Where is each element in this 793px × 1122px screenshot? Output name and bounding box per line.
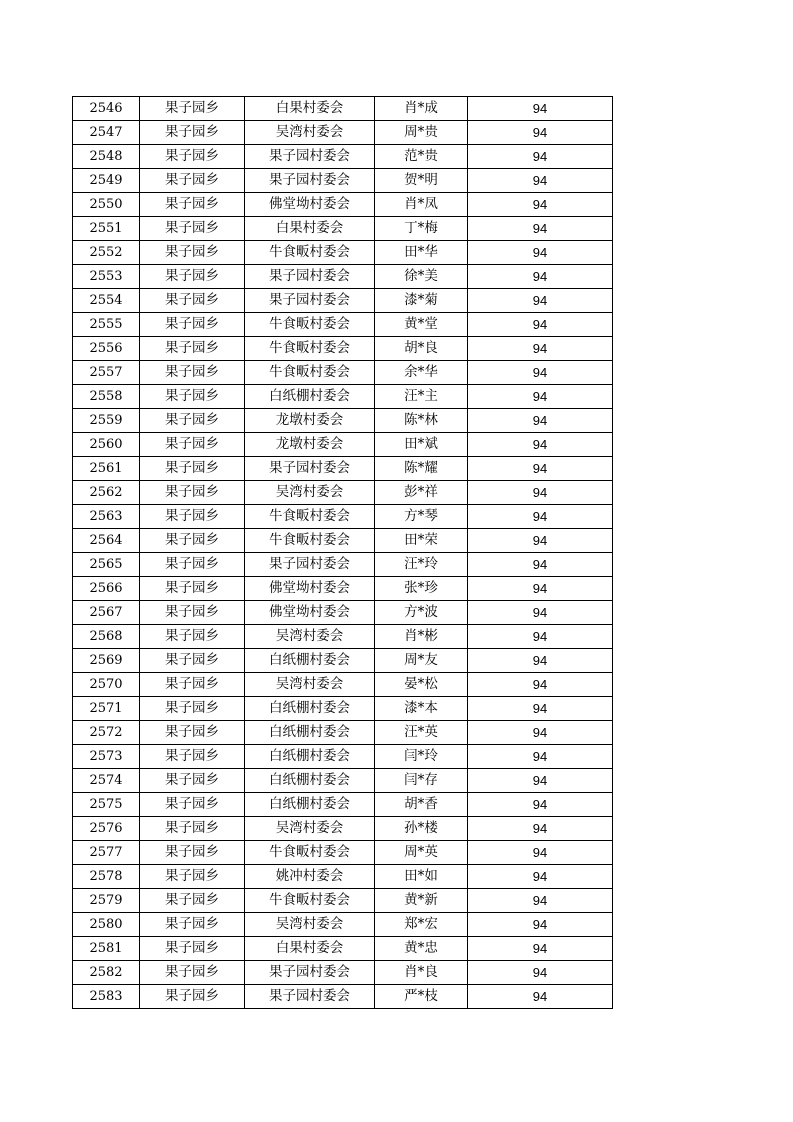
cell-number: 2577	[73, 841, 140, 865]
cell-township: 果子园乡	[140, 313, 245, 337]
cell-score: 94	[468, 985, 613, 1009]
table-row	[73, 961, 613, 985]
cell-village-committee: 牛食畈村委会	[245, 841, 375, 865]
cell-village-committee: 龙墩村委会	[245, 433, 375, 457]
table-row	[73, 169, 613, 193]
cell-number: 2560	[73, 433, 140, 457]
cell-township: 果子园乡	[140, 409, 245, 433]
table-row	[73, 841, 613, 865]
cell-village-committee: 白纸棚村委会	[245, 769, 375, 793]
cell-score: 94	[468, 505, 613, 529]
cell-person-name: 严*枝	[375, 985, 468, 1009]
cell-township: 果子园乡	[140, 289, 245, 313]
table-row	[73, 985, 613, 1009]
cell-person-name: 张*珍	[375, 577, 468, 601]
cell-score: 94	[468, 385, 613, 409]
cell-person-name: 方*琴	[375, 505, 468, 529]
cell-score: 94	[468, 625, 613, 649]
cell-score: 94	[468, 553, 613, 577]
cell-village-committee: 牛食畈村委会	[245, 313, 375, 337]
cell-village-committee: 吴湾村委会	[245, 817, 375, 841]
table-row	[73, 433, 613, 457]
cell-village-committee: 白果村委会	[245, 217, 375, 241]
cell-township: 果子园乡	[140, 529, 245, 553]
cell-number: 2555	[73, 313, 140, 337]
table-row	[73, 865, 613, 889]
cell-number: 2581	[73, 937, 140, 961]
cell-number: 2575	[73, 793, 140, 817]
table-row	[73, 793, 613, 817]
cell-village-committee: 果子园村委会	[245, 457, 375, 481]
cell-number: 2563	[73, 505, 140, 529]
cell-person-name: 孙*楼	[375, 817, 468, 841]
cell-number: 2556	[73, 337, 140, 361]
table-row	[73, 937, 613, 961]
table-row	[73, 193, 613, 217]
cell-village-committee: 牛食畈村委会	[245, 529, 375, 553]
cell-person-name: 范*贵	[375, 145, 468, 169]
cell-village-committee: 牛食畈村委会	[245, 337, 375, 361]
cell-score: 94	[468, 865, 613, 889]
table-row	[73, 697, 613, 721]
cell-township: 果子园乡	[140, 985, 245, 1009]
cell-number: 2567	[73, 601, 140, 625]
cell-number: 2572	[73, 721, 140, 745]
table-row	[73, 913, 613, 937]
cell-number: 2565	[73, 553, 140, 577]
cell-village-committee: 吴湾村委会	[245, 121, 375, 145]
cell-number: 2549	[73, 169, 140, 193]
table-row	[73, 553, 613, 577]
cell-township: 果子园乡	[140, 193, 245, 217]
cell-township: 果子园乡	[140, 361, 245, 385]
cell-person-name: 贺*明	[375, 169, 468, 193]
cell-township: 果子园乡	[140, 481, 245, 505]
cell-person-name: 田*斌	[375, 433, 468, 457]
table-row	[73, 481, 613, 505]
cell-person-name: 周*贵	[375, 121, 468, 145]
cell-person-name: 漆*菊	[375, 289, 468, 313]
cell-township: 果子园乡	[140, 601, 245, 625]
cell-number: 2569	[73, 649, 140, 673]
cell-township: 果子园乡	[140, 937, 245, 961]
cell-village-committee: 白纸棚村委会	[245, 385, 375, 409]
cell-township: 果子园乡	[140, 865, 245, 889]
cell-score: 94	[468, 673, 613, 697]
table-row	[73, 121, 613, 145]
cell-village-committee: 龙墩村委会	[245, 409, 375, 433]
cell-village-committee: 白纸棚村委会	[245, 697, 375, 721]
cell-person-name: 胡*良	[375, 337, 468, 361]
cell-number: 2571	[73, 697, 140, 721]
cell-person-name: 徐*美	[375, 265, 468, 289]
cell-village-committee: 佛堂坳村委会	[245, 601, 375, 625]
cell-township: 果子园乡	[140, 217, 245, 241]
cell-person-name: 方*波	[375, 601, 468, 625]
table-row	[73, 601, 613, 625]
cell-township: 果子园乡	[140, 145, 245, 169]
cell-number: 2552	[73, 241, 140, 265]
cell-village-committee: 牛食畈村委会	[245, 889, 375, 913]
cell-number: 2559	[73, 409, 140, 433]
cell-score: 94	[468, 577, 613, 601]
cell-person-name: 闫*玲	[375, 745, 468, 769]
cell-village-committee: 吴湾村委会	[245, 625, 375, 649]
cell-score: 94	[468, 817, 613, 841]
cell-person-name: 汪*英	[375, 721, 468, 745]
cell-number: 2570	[73, 673, 140, 697]
cell-number: 2576	[73, 817, 140, 841]
cell-number: 2554	[73, 289, 140, 313]
cell-score: 94	[468, 289, 613, 313]
cell-township: 果子园乡	[140, 457, 245, 481]
cell-score: 94	[468, 529, 613, 553]
cell-score: 94	[468, 265, 613, 289]
table-row	[73, 385, 613, 409]
table-row	[73, 337, 613, 361]
roster-table	[72, 96, 613, 1009]
cell-score: 94	[468, 889, 613, 913]
cell-village-committee: 白纸棚村委会	[245, 721, 375, 745]
cell-person-name: 田*华	[375, 241, 468, 265]
cell-score: 94	[468, 913, 613, 937]
cell-township: 果子园乡	[140, 817, 245, 841]
cell-person-name: 黄*新	[375, 889, 468, 913]
cell-score: 94	[468, 313, 613, 337]
cell-score: 94	[468, 697, 613, 721]
cell-score: 94	[468, 121, 613, 145]
cell-person-name: 晏*松	[375, 673, 468, 697]
cell-township: 果子园乡	[140, 625, 245, 649]
cell-number: 2582	[73, 961, 140, 985]
cell-village-committee: 吴湾村委会	[245, 673, 375, 697]
cell-number: 2568	[73, 625, 140, 649]
table-row	[73, 265, 613, 289]
cell-township: 果子园乡	[140, 505, 245, 529]
cell-person-name: 漆*本	[375, 697, 468, 721]
cell-score: 94	[468, 217, 613, 241]
cell-score: 94	[468, 145, 613, 169]
table-row	[73, 625, 613, 649]
cell-village-committee: 果子园村委会	[245, 289, 375, 313]
cell-village-committee: 白纸棚村委会	[245, 793, 375, 817]
cell-score: 94	[468, 481, 613, 505]
cell-village-committee: 果子园村委会	[245, 169, 375, 193]
cell-score: 94	[468, 193, 613, 217]
cell-village-committee: 佛堂坳村委会	[245, 577, 375, 601]
cell-person-name: 余*华	[375, 361, 468, 385]
cell-score: 94	[468, 361, 613, 385]
cell-township: 果子园乡	[140, 337, 245, 361]
roster-table-body	[73, 97, 613, 1009]
table-row	[73, 649, 613, 673]
cell-person-name: 肖*成	[375, 97, 468, 121]
cell-number: 2551	[73, 217, 140, 241]
cell-village-committee: 牛食畈村委会	[245, 505, 375, 529]
cell-score: 94	[468, 169, 613, 193]
cell-township: 果子园乡	[140, 265, 245, 289]
cell-number: 2547	[73, 121, 140, 145]
cell-number: 2578	[73, 865, 140, 889]
cell-person-name: 陈*耀	[375, 457, 468, 481]
cell-village-committee: 姚冲村委会	[245, 865, 375, 889]
cell-person-name: 黄*堂	[375, 313, 468, 337]
cell-person-name: 田*荣	[375, 529, 468, 553]
cell-township: 果子园乡	[140, 913, 245, 937]
cell-number: 2579	[73, 889, 140, 913]
cell-score: 94	[468, 337, 613, 361]
cell-score: 94	[468, 961, 613, 985]
cell-score: 94	[468, 409, 613, 433]
table-row	[73, 745, 613, 769]
cell-village-committee: 果子园村委会	[245, 145, 375, 169]
cell-township: 果子园乡	[140, 433, 245, 457]
cell-number: 2546	[73, 97, 140, 121]
cell-village-committee: 果子园村委会	[245, 265, 375, 289]
cell-number: 2566	[73, 577, 140, 601]
table-row	[73, 145, 613, 169]
cell-number: 2564	[73, 529, 140, 553]
table-row	[73, 289, 613, 313]
cell-score: 94	[468, 937, 613, 961]
cell-township: 果子园乡	[140, 745, 245, 769]
cell-score: 94	[468, 841, 613, 865]
cell-score: 94	[468, 649, 613, 673]
cell-township: 果子园乡	[140, 577, 245, 601]
cell-township: 果子园乡	[140, 649, 245, 673]
cell-village-committee: 牛食畈村委会	[245, 361, 375, 385]
table-row	[73, 529, 613, 553]
cell-score: 94	[468, 793, 613, 817]
cell-village-committee: 吴湾村委会	[245, 913, 375, 937]
cell-township: 果子园乡	[140, 721, 245, 745]
cell-person-name: 黄*忠	[375, 937, 468, 961]
cell-village-committee: 果子园村委会	[245, 961, 375, 985]
cell-score: 94	[468, 601, 613, 625]
cell-person-name: 肖*凤	[375, 193, 468, 217]
table-row	[73, 361, 613, 385]
cell-number: 2561	[73, 457, 140, 481]
cell-village-committee: 果子园村委会	[245, 553, 375, 577]
cell-number: 2573	[73, 745, 140, 769]
cell-village-committee: 佛堂坳村委会	[245, 193, 375, 217]
table-row	[73, 457, 613, 481]
cell-number: 2562	[73, 481, 140, 505]
table-row	[73, 409, 613, 433]
cell-township: 果子园乡	[140, 793, 245, 817]
table-row	[73, 889, 613, 913]
cell-person-name: 丁*梅	[375, 217, 468, 241]
cell-score: 94	[468, 97, 613, 121]
cell-township: 果子园乡	[140, 241, 245, 265]
table-row	[73, 577, 613, 601]
cell-number: 2548	[73, 145, 140, 169]
cell-score: 94	[468, 241, 613, 265]
cell-score: 94	[468, 721, 613, 745]
cell-person-name: 闫*存	[375, 769, 468, 793]
cell-person-name: 彭*祥	[375, 481, 468, 505]
cell-village-committee: 牛食畈村委会	[245, 241, 375, 265]
cell-number: 2580	[73, 913, 140, 937]
cell-person-name: 郑*宏	[375, 913, 468, 937]
cell-township: 果子园乡	[140, 385, 245, 409]
cell-person-name: 肖*彬	[375, 625, 468, 649]
table-row	[73, 313, 613, 337]
cell-township: 果子园乡	[140, 121, 245, 145]
cell-village-committee: 白纸棚村委会	[245, 649, 375, 673]
table-row	[73, 505, 613, 529]
cell-score: 94	[468, 457, 613, 481]
cell-township: 果子园乡	[140, 97, 245, 121]
table-row	[73, 769, 613, 793]
cell-village-committee: 白纸棚村委会	[245, 745, 375, 769]
cell-village-committee: 白果村委会	[245, 937, 375, 961]
cell-township: 果子园乡	[140, 697, 245, 721]
cell-village-committee: 果子园村委会	[245, 985, 375, 1009]
cell-township: 果子园乡	[140, 841, 245, 865]
cell-township: 果子园乡	[140, 673, 245, 697]
cell-score: 94	[468, 433, 613, 457]
table-row	[73, 241, 613, 265]
cell-person-name: 周*英	[375, 841, 468, 865]
cell-number: 2557	[73, 361, 140, 385]
cell-person-name: 胡*香	[375, 793, 468, 817]
table-row	[73, 217, 613, 241]
cell-person-name: 陈*林	[375, 409, 468, 433]
cell-score: 94	[468, 769, 613, 793]
cell-person-name: 汪*主	[375, 385, 468, 409]
cell-village-committee: 白果村委会	[245, 97, 375, 121]
cell-score: 94	[468, 745, 613, 769]
cell-number: 2553	[73, 265, 140, 289]
cell-person-name: 田*如	[375, 865, 468, 889]
cell-person-name: 肖*良	[375, 961, 468, 985]
table-row	[73, 721, 613, 745]
cell-number: 2550	[73, 193, 140, 217]
cell-village-committee: 吴湾村委会	[245, 481, 375, 505]
cell-township: 果子园乡	[140, 769, 245, 793]
table-row	[73, 817, 613, 841]
table-row	[73, 97, 613, 121]
cell-number: 2574	[73, 769, 140, 793]
table-row	[73, 673, 613, 697]
cell-township: 果子园乡	[140, 169, 245, 193]
cell-township: 果子园乡	[140, 553, 245, 577]
cell-person-name: 汪*玲	[375, 553, 468, 577]
cell-number: 2583	[73, 985, 140, 1009]
cell-township: 果子园乡	[140, 961, 245, 985]
cell-township: 果子园乡	[140, 889, 245, 913]
cell-number: 2558	[73, 385, 140, 409]
cell-person-name: 周*友	[375, 649, 468, 673]
